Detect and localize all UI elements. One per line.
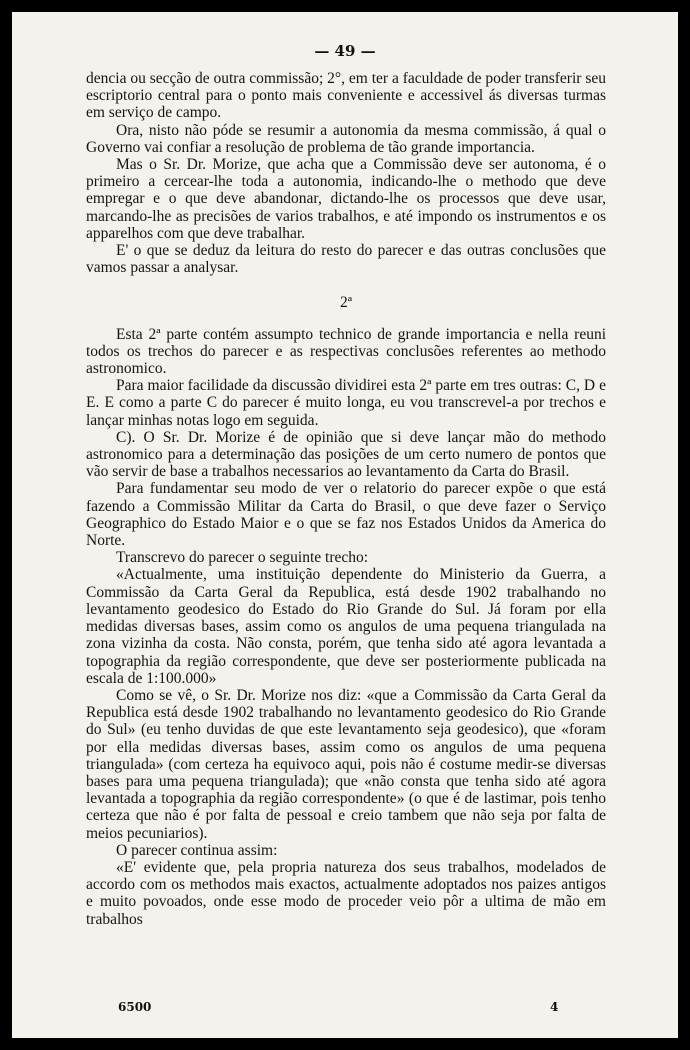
paragraph: Para fundamentar seu modo de ver o relatorio do parecer expõe o que está fazendo a Commissão Militar da Carta do Brasil, o que deve fazer o Serviço Geographico do Estado Maior e o que se faz nos Estados Unidos da America do Norte. [86,480,606,550]
paragraph: Esta 2ª parte contém assumpto technico de grande importancia e nella reuni todos os trechos do parecer e as respectivas conclusões referentes ao methodo astronomico. [86,325,606,378]
paragraph: Transcrevo do parecer o seguinte trecho: [116,549,369,567]
footer-signature-mark: 4 [550,1000,559,1014]
paragraph: Mas o Sr. Dr. Morize, que acha que a Commissão deve ser autonoma, é o primeiro a cercear-lhe toda a autonomia, indicando-lhe o methodo que deve empregar e o que deve abandonar, dictando-lhe os processos que deve usar, marcando-lhe as precisões de varios trabalhos, e até impondo os instrumentos e os apparelhos com que deve trabalhar. [86,156,606,242]
paragraph: C). O Sr. Dr. Morize é de opinião que si deve lançar mão do methodo astronomico para a determinação das posições de um certo numero de pontos que vão servir de base a trabalhos necessarios ao levantamento da Carta do Brasil. [86,428,606,481]
quote-paragraph: «E' evidente que, pela propria natureza dos seus trabalhos, modelados de accordo com os methodos mais exactos, actualmente adoptados nos paizes antigos e muito povoados, onde esse modo de proceder veio pôr a ultima de mão em trabalhos [86,858,606,928]
paragraph: Ora, nisto não póde se resumir a autonomia da mesma commissão, á qual o Governo vai confiar a resolução de problema de tão grande importancia. [86,121,606,156]
paragraph: O parecer continua assim: [116,841,278,859]
paragraph: dencia ou secção de outra commissão; 2°, em ter a faculdade de poder transferir seu escriptorio central para o ponto mais conveniente e accessivel ás diversas turmas em serviço de campo. [86,70,606,122]
section-number: 2ª [339,294,353,312]
paragraph: E' o que se deduz da leitura do resto do parecer e das outras conclusões que vamos passar a analysar. [86,242,606,277]
paragraph: Para maior facilidade da discussão dividirei esta 2ª parte em tres outras: C, D e E. E como a parte C do parecer é muito longa, eu vou transcrevel-a por trechos e lançar minhas notas logo em seguida. [86,377,606,429]
page-number: — 49 — [314,42,376,60]
quote-paragraph: «Actualmente, uma instituição dependente do Ministerio da Guerra, a Commissão da Carta Geral da Republica, está desde 1902 trabalhando no levantamento geodesico do Estado do Rio Grande do Sul. Já foram por ella medidas diversas bases, assim como os angulos de uma pequena triangulada na zona vizinha da costa. Não consta, porém, que tenha sido até agora levantada a topographia da região correspondente, que deve ser posteriormente publicada na escala de 1:100.000» [86,566,606,687]
document-page [12,12,678,1038]
footer-print-code: 6500 [118,1000,152,1014]
body-text [86,70,606,928]
paragraph: Como se vê, o Sr. Dr. Morize nos diz: «que a Commissão da Carta Geral da Republica está desde 1902 trabalhando no levantamento geodesico do Rio Grande do Sul» (eu tenho duvidas de que este levantamento seja geodesico), que «foram por ella medidas diversas bases, assim como os angulos de uma pequena triangulada» (com certeza ha equivoco aqui, pois não é costume medir-se diversas bases para uma pequena triangulada); que «não consta que tenha sido até agora levantada a topographia da região correspondente» (o que é de lastimar, pois tenho certeza que não é por falta de pessoal e creio tambem que não seja por falta de meios pecuniarios). [86,686,606,842]
